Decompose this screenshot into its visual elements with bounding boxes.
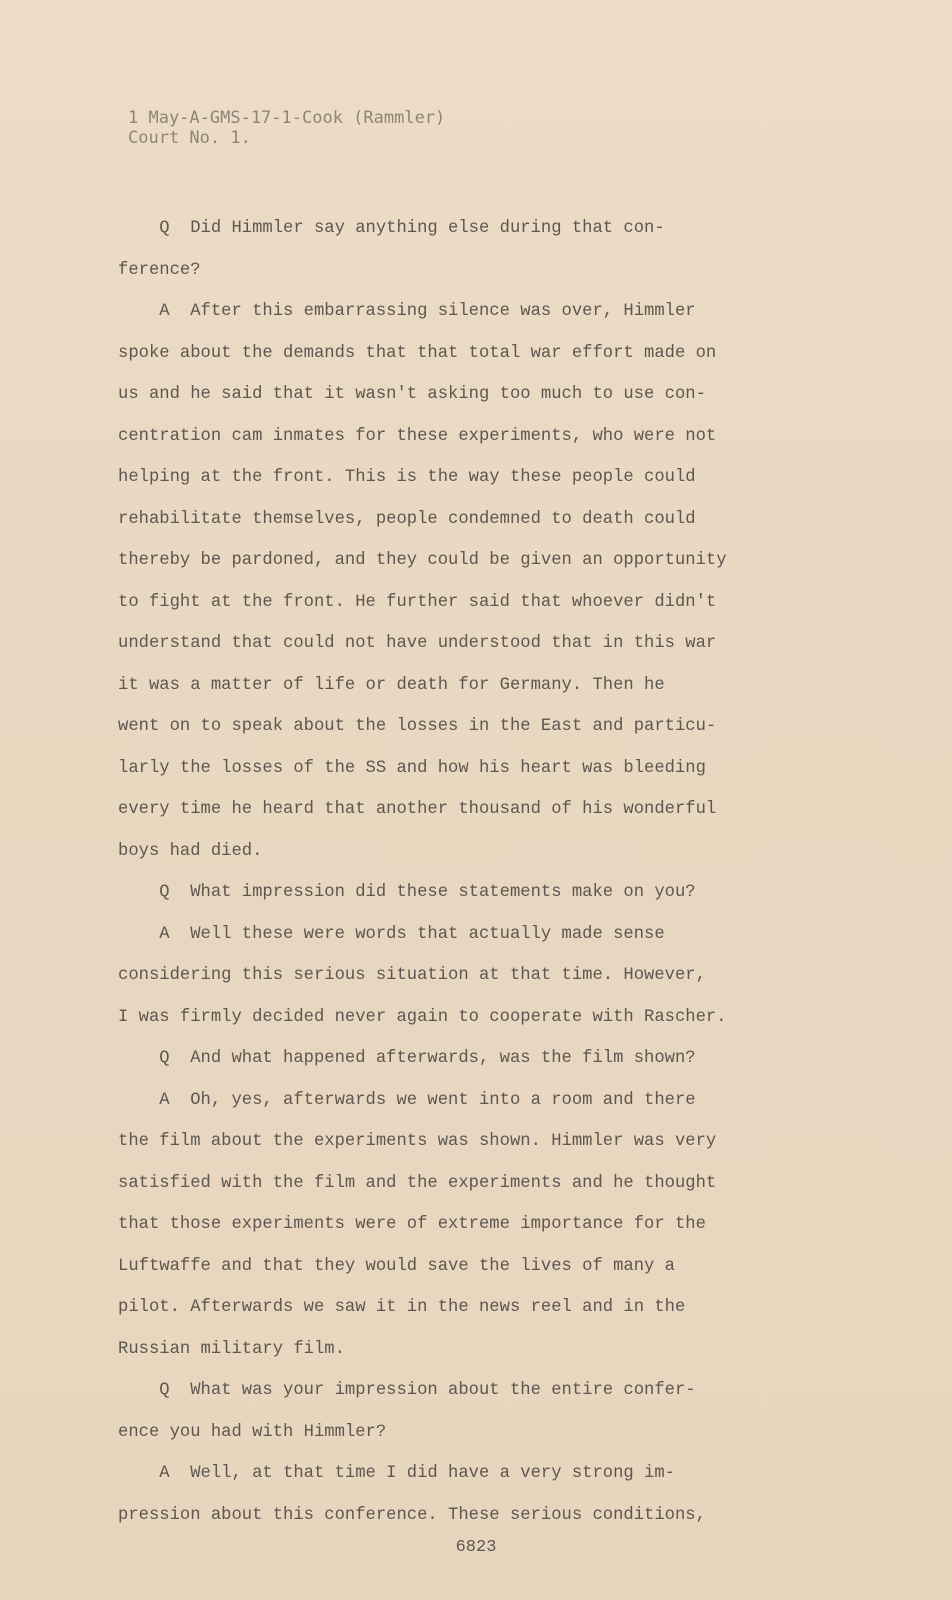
transcript-body [118, 208, 728, 1536]
transcript-line: helping at the front. This is the way these people could [118, 468, 696, 487]
transcript-line: pression about this conference. These serious conditions, [118, 1505, 706, 1525]
transcript-line: thereby be pardoned, and they could be given an opportunity [118, 551, 727, 570]
transcript-line: Luftwaffe and that they would save the lives of many a [118, 1256, 675, 1276]
transcript-line: centration cam inmates for these experiments, who were not [118, 426, 717, 446]
transcript-line: A Oh, yes, afterwards we went into a room and there [118, 1090, 696, 1110]
transcript-line: Q What was your impression about the entire confer- [118, 1381, 696, 1400]
page-header [128, 108, 445, 148]
transcript-line: that those experiments were of extreme importance for the [118, 1215, 706, 1234]
transcript-line: ference? [118, 260, 201, 280]
transcript-line: every time he heard that another thousand of his wonderful [118, 800, 717, 819]
transcript-line: Q And what happened afterwards, was the film shown? [118, 1049, 696, 1068]
transcript-line: considering this serious situation at that time. However, [118, 966, 706, 985]
transcript-line: it was a matter of life or death for Germany. Then he [118, 675, 665, 695]
header-court-line: Court No. 1. [128, 128, 251, 148]
transcript-line: us and he said that it wasn't asking too much to use con- [118, 385, 706, 404]
transcript-line: ence you had with Himmler? [118, 1422, 387, 1442]
header-case-line: 1 May-A-GMS-17-1-Cook (Rammler) [128, 108, 446, 128]
transcript-line: Q Did Himmler say anything else during that con- [118, 219, 665, 238]
transcript-line: A After this embarrassing silence was over, Himmler [118, 302, 696, 321]
transcript-line: rehabilitate themselves, people condemned to death could [118, 509, 696, 529]
transcript-line: A Well, at that time I did have a very strong im- [118, 1464, 675, 1483]
transcript-line: boys had died. [118, 841, 263, 861]
transcript-line: I was firmly decided never again to cooperate with Rascher. [118, 1007, 727, 1027]
transcript-line: went on to speak about the losses in the East and particu- [118, 717, 717, 736]
transcript-line: to fight at the front. He further said that whoever didn't [118, 592, 717, 612]
transcript-line: larly the losses of the SS and how his heart was bleeding [118, 758, 706, 778]
transcript-line: A Well these were words that actually made sense [118, 924, 665, 944]
transcript-line: understand that could not have understood that in this war [118, 634, 717, 653]
transcript-line: pilot. Afterwards we saw it in the news reel and in the [118, 1298, 686, 1317]
transcript-line: Russian military film. [118, 1339, 345, 1359]
transcript-line: spoke about the demands that that total war effort made on [118, 343, 717, 363]
transcript-line: satisfied with the film and the experiments and he thought [118, 1173, 717, 1193]
transcript-line: Q What impression did these statements make on you? [118, 883, 696, 902]
page-number: 6823 [455, 1538, 497, 1557]
transcript-line: the film about the experiments was shown. Himmler was very [118, 1132, 717, 1151]
